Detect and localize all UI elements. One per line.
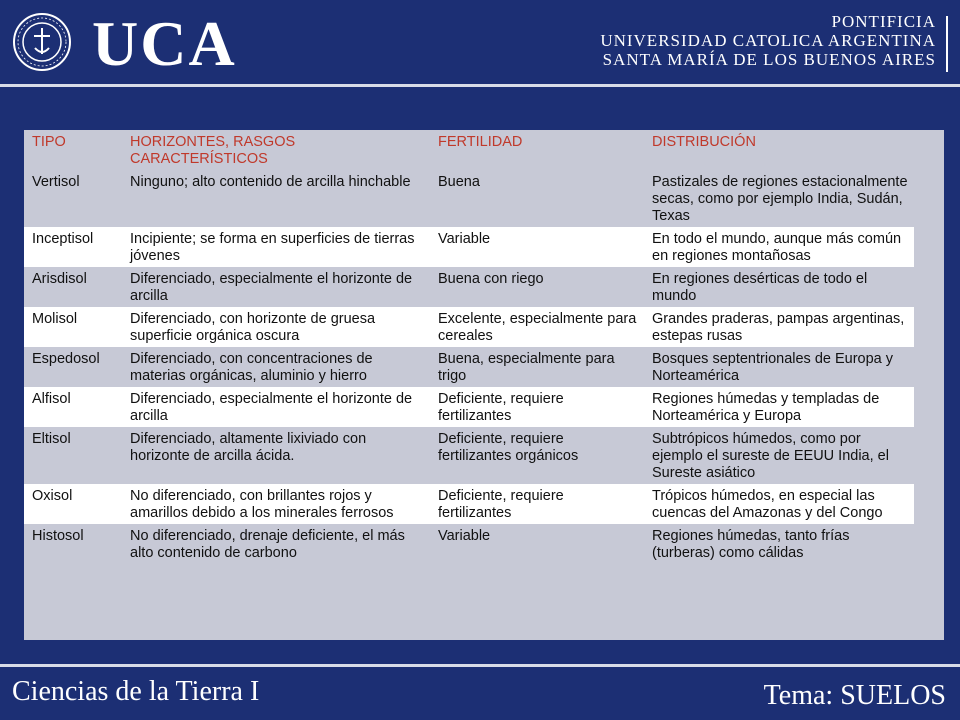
university-line-1: PONTIFICIA — [831, 12, 936, 31]
university-seal-icon — [12, 12, 72, 72]
cell-tipo: Arisdisol — [24, 267, 122, 307]
table-row — [24, 427, 914, 484]
cell-distribucion: Regiones húmedas y templadas de Norteamérica y Europa — [644, 387, 914, 427]
cell-distribucion: Pastizales de regiones estacionalmente secas, como por ejemplo India, Sudán, Texas — [644, 170, 914, 227]
header-horizontes: HORIZONTES, RASGOS CARACTERÍSTICOS — [130, 134, 296, 167]
cell-distribucion: En regiones desérticas de todo el mundo — [644, 267, 914, 307]
table-header-row — [24, 130, 914, 170]
cell-horizontes: Diferenciado, altamente lixiviado con horizonte de arcilla ácida. — [122, 427, 430, 484]
cell-fertilidad: Excelente, especialmente para cereales — [430, 307, 644, 347]
course-title: Ciencias de la Tierra I — [12, 676, 260, 707]
cell-fertilidad: Deficiente, requiere fertilizantes orgánicos — [430, 427, 644, 484]
university-line-3: SANTA MARÍA DE LOS BUENOS AIRES — [602, 50, 936, 69]
table-row — [24, 387, 914, 427]
cell-horizontes: Diferenciado, con concentraciones de materias orgánicas, aluminio y hierro — [122, 347, 430, 387]
cell-horizontes: Diferenciado, especialmente el horizonte de arcilla — [122, 387, 430, 427]
cell-horizontes: Diferenciado, especialmente el horizonte de arcilla — [122, 267, 430, 307]
table-row — [24, 267, 914, 307]
soil-table-container — [24, 130, 944, 640]
cell-tipo: Eltisol — [24, 427, 122, 484]
cell-fertilidad: Deficiente, requiere fertilizantes — [430, 387, 644, 427]
cell-fertilidad: Variable — [430, 227, 644, 267]
header-fertilidad: FERTILIDAD — [438, 134, 523, 150]
cell-tipo: Vertisol — [24, 170, 122, 227]
cell-fertilidad: Variable — [430, 524, 644, 564]
university-name — [600, 12, 936, 69]
cell-tipo: Espedosol — [24, 347, 122, 387]
cell-distribucion: En todo el mundo, aunque más común en regiones montañosas — [644, 227, 914, 267]
header-tipo: TIPO — [32, 134, 66, 150]
university-line-2: UNIVERSIDAD CATOLICA ARGENTINA — [600, 31, 936, 50]
cell-horizontes: No diferenciado, con brillantes rojos y amarillos debido a los minerales ferrosos — [122, 484, 430, 524]
table-row — [24, 170, 914, 227]
cell-fertilidad: Buena, especialmente para trigo — [430, 347, 644, 387]
cell-fertilidad: Buena con riego — [430, 267, 644, 307]
header-distribucion: DISTRIBUCIÓN — [652, 134, 756, 150]
cell-fertilidad: Deficiente, requiere fertilizantes — [430, 484, 644, 524]
cell-distribucion: Regiones húmedas, tanto frías (turberas) como cálidas — [644, 524, 914, 564]
cell-distribucion: Bosques septentrionales de Europa y Norteamérica — [644, 347, 914, 387]
cell-tipo: Alfisol — [24, 387, 122, 427]
header-banner — [0, 0, 960, 84]
cell-horizontes: Incipiente; se forma en superficies de tierras jóvenes — [122, 227, 430, 267]
table-row — [24, 524, 914, 564]
uca-logo: UCA — [92, 8, 237, 79]
table-row — [24, 227, 914, 267]
soil-types-table — [24, 130, 914, 564]
table-row — [24, 307, 914, 347]
topic-title: Tema: SUELOS — [763, 680, 946, 711]
table-row — [24, 484, 914, 524]
cell-distribucion: Subtrópicos húmedos, como por ejemplo el sureste de EEUU India, el Sureste asiático — [644, 427, 914, 484]
table-row — [24, 347, 914, 387]
cell-distribucion: Trópicos húmedos, en especial las cuencas del Amazonas y del Congo — [644, 484, 914, 524]
cell-distribucion: Grandes praderas, pampas argentinas, estepas rusas — [644, 307, 914, 347]
header-vertical-divider — [946, 16, 948, 72]
cell-tipo: Molisol — [24, 307, 122, 347]
cell-tipo: Inceptisol — [24, 227, 122, 267]
header-divider — [0, 84, 960, 87]
cell-horizontes: Diferenciado, con horizonte de gruesa superficie orgánica oscura — [122, 307, 430, 347]
cell-horizontes: No diferenciado, drenaje deficiente, el más alto contenido de carbono — [122, 524, 430, 564]
cell-tipo: Oxisol — [24, 484, 122, 524]
footer-divider — [0, 664, 960, 667]
cell-fertilidad: Buena — [430, 170, 644, 227]
cell-tipo: Histosol — [24, 524, 122, 564]
cell-horizontes: Ninguno; alto contenido de arcilla hinchable — [122, 170, 430, 227]
